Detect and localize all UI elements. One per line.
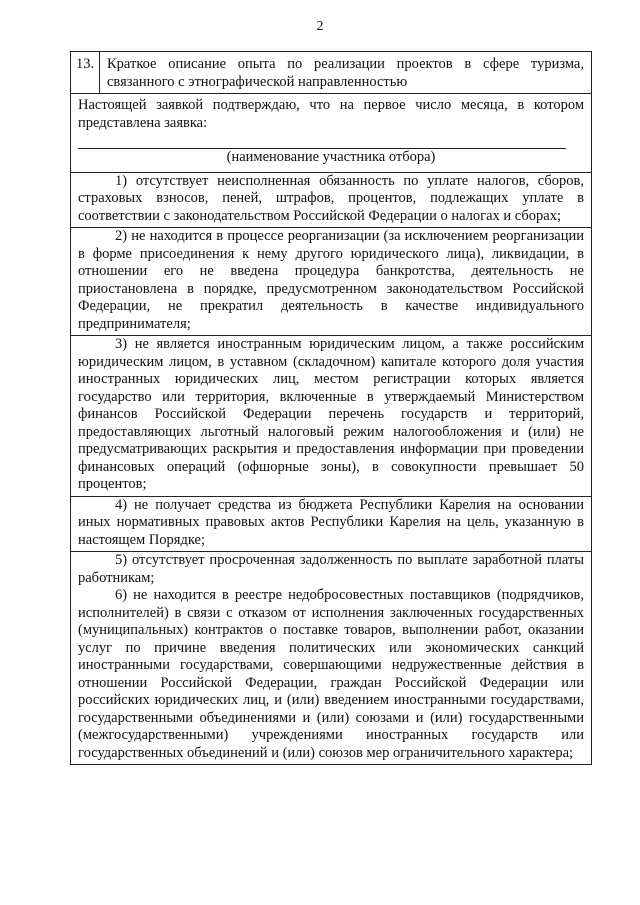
list-item — [78, 173, 584, 226]
item-text: отсутствует просроченная задолженность по выплате заработной платы работникам; — [78, 552, 585, 586]
item-number: 1) — [115, 172, 128, 189]
list-item — [78, 336, 584, 494]
item-cell — [71, 496, 592, 552]
row-number: 13. — [71, 52, 100, 94]
item-text: отсутствует неисполненная обязанность по уплате налогов, сборов, страховых взносов, пеней, штрафов, процентов, подлежащих уплате в соответствии с законодательством Российской Федерации о налогах и сборах; — [78, 172, 585, 224]
item-text: не находится в процессе реорганизации (за исключением реорганизации в форме присоединения к нему другого юридического лица), ликвидации, в отношении его не введена процедура банкротства, деятельность не приостановлена в порядке, предусмотренном законодательством Российской Федерации, не прекратил деятельность в качестве индивидуального предпринимателя; — [78, 228, 585, 332]
page-number: 2 — [316, 19, 324, 34]
participant-name-caption: (наименование участника отбора) — [226, 149, 436, 165]
intro-text: Настоящей заявкой подтверждаю, что на первое число месяца, в котором представлена заявка: — [78, 97, 584, 131]
item-text: не находится в реестре недобросовестных поставщиков (подрядчиков, исполнителей) в связи с отказом от исполнения заключенных государственных (муниципальных) контрактов о поставке товаров, выполнении работ, оказании услуг по причине введения политических или экономических санкций иностранными государствами, совершающими недружественные действия в отношении Российской Федерации, граждан Российской Федерации или российских юридических лиц, и (или) введением иностранными государствами, государственными объединениями и (или) союзами и (или) государственными (межгосударственными) учреждениями иностранных государств или государственных объединений и (или) союзов мер ограничительного характера; — [78, 587, 585, 761]
item-cell — [71, 228, 592, 336]
item-cell — [71, 172, 592, 228]
table-row-item-2 — [71, 228, 592, 336]
item-cell — [71, 552, 592, 765]
item-cell — [71, 336, 592, 497]
row-13-title: Краткое описание опыта по реализации проектов в сфере туризма, связанного с этнографической направленностью — [100, 52, 592, 94]
item-number: 3) — [115, 336, 128, 352]
item-text: не получает средства из бюджета Республики Карелия на основании иных нормативных правовых актов Республики Карелия на цель, указанную в настоящем Порядке; — [78, 496, 584, 548]
table-row-item-3 — [71, 336, 592, 497]
item-number: 6) — [115, 587, 128, 603]
item-text: не является иностранным юридическим лицом, а также российским юридическим лицом, в уставном (складочном) капитале которого доля участия иностранных юридических лиц, местом регистрации которых является государство или территория, включенные в утверждаемый Министерством финансов Российской Федерации перечень государств и территорий, предоставляющих льготный налоговый режим налогообложения и (или) не предусматривающих раскрытия и предоставления информации при проведении финансовых операций (офшорные зоны), в совокупности превышает 50 процентов; — [78, 336, 585, 492]
item-number: 5) — [115, 552, 128, 568]
list-item — [78, 552, 584, 587]
table-row-item-5-6 — [71, 552, 592, 765]
table-row-13 — [71, 52, 592, 94]
participant-name-line — [78, 134, 566, 149]
list-item — [78, 587, 584, 762]
list-item — [78, 497, 584, 550]
table-row-item-1 — [71, 172, 592, 228]
intro-cell — [71, 94, 592, 173]
table-row-intro — [71, 94, 592, 173]
item-number: 2) — [115, 228, 128, 244]
list-item — [78, 228, 584, 333]
application-form-table — [70, 51, 592, 765]
item-number: 4) — [115, 496, 128, 513]
table-row-item-4 — [71, 496, 592, 552]
